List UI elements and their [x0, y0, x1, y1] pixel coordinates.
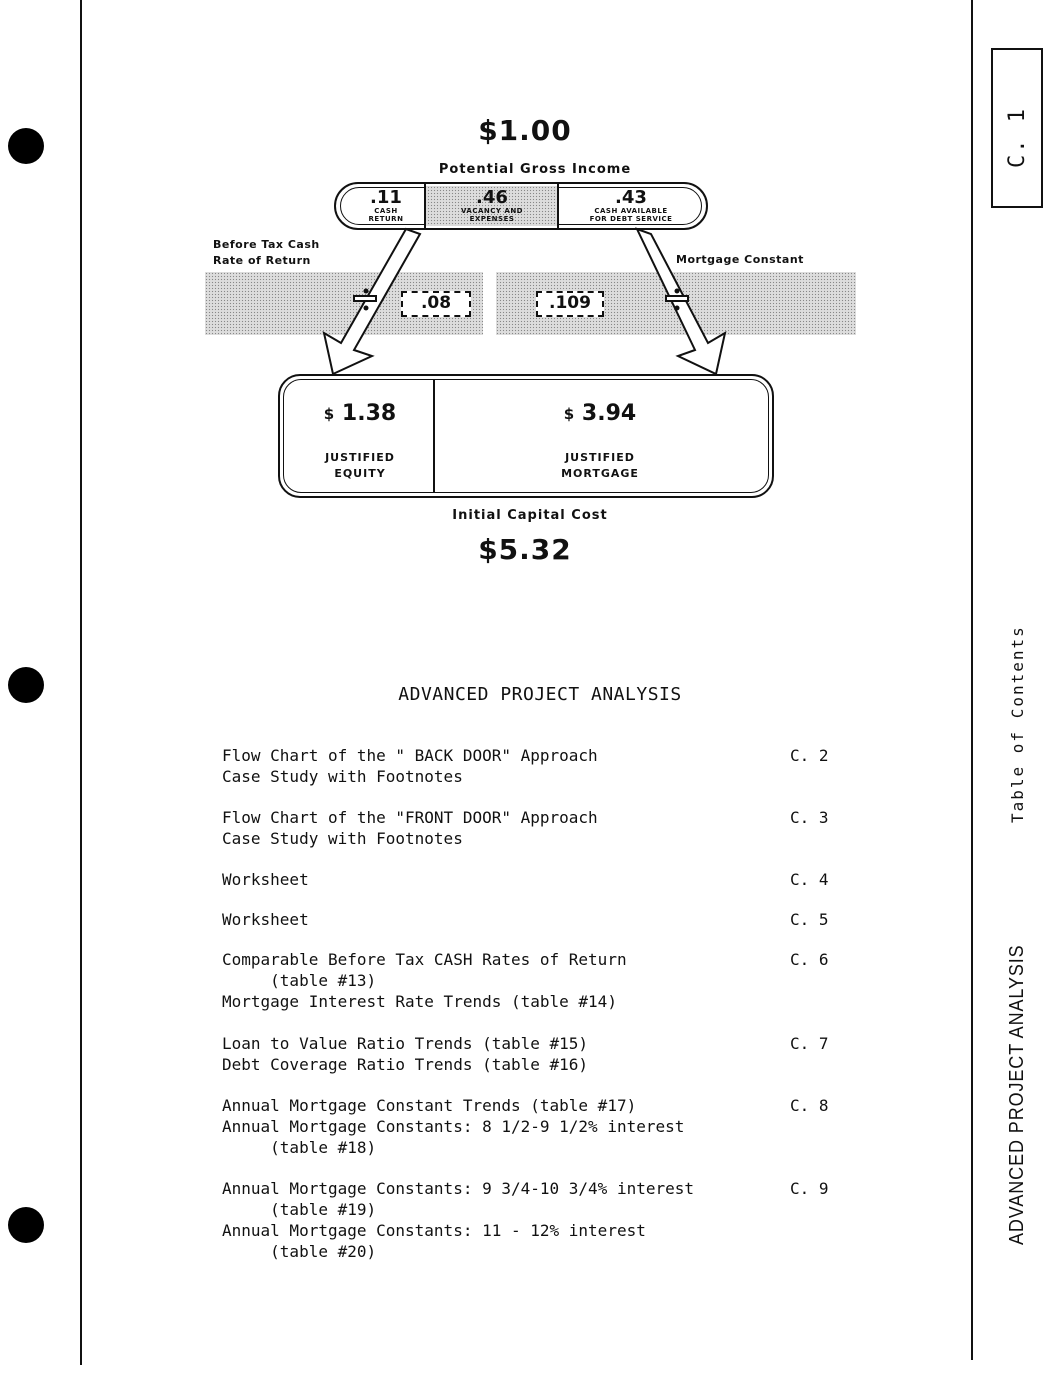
toc-entry-line[interactable]: Annual Mortgage Constants: 8 1/2-9 1/2% interest [222, 1117, 685, 1136]
toc-entry-line[interactable]: Annual Mortgage Constants: 9 3/4-10 3/4% interest [222, 1179, 695, 1198]
right-division-sign-dot-top [675, 289, 680, 294]
toc-entry-line[interactable]: (table #13) [222, 971, 377, 990]
justified-equity-amount: 1.38 [341, 401, 397, 426]
toc-entry-line[interactable]: Flow Chart of the "FRONT DOOR" Approach [222, 808, 598, 827]
side-label-section-title: ADVANCED PROJECT ANALYSIS [1006, 944, 1028, 1245]
toc-entry-line[interactable]: (table #19) [222, 1200, 377, 1219]
cash-return-value: .11 [370, 187, 402, 208]
toc-page-number[interactable]: C. 7 [790, 1034, 829, 1053]
toc-page-number[interactable]: C. 9 [790, 1179, 829, 1198]
toc-entry-line[interactable]: Worksheet [222, 870, 309, 889]
toc-entry-line[interactable]: (table #20) [222, 1242, 377, 1261]
right-divisor-value: .109 [536, 291, 604, 317]
top-amount: $1.00 [478, 114, 572, 147]
justified-equity-caption-1: JUSTIFIED [325, 451, 395, 464]
equity-dollar-sign: $ [323, 405, 335, 423]
toc-page-number[interactable]: C. 6 [790, 950, 829, 969]
bottom-amount: $5.32 [478, 533, 572, 566]
justified-mortgage-caption-1: JUSTIFIED [565, 451, 635, 464]
vacancy-value: .46 [476, 187, 508, 208]
debt-service-caption-1: CASH AVAILABLE [594, 207, 668, 215]
left-division-sign-dot-top [364, 289, 369, 294]
toc-page-number[interactable]: C. 4 [790, 870, 829, 889]
toc-entry-line[interactable]: Mortgage Interest Rate Trends (table #14) [222, 992, 617, 1011]
justified-mortgage-amount: 3.94 [581, 401, 637, 426]
toc-entry-line[interactable]: Loan to Value Ratio Trends (table #15) [222, 1034, 589, 1053]
toc-heading: ADVANCED PROJECT ANALYSIS [398, 684, 682, 705]
toc-entry-line[interactable]: Debt Coverage Ratio Trends (table #16) [222, 1055, 589, 1074]
toc-entry-line[interactable]: Comparable Before Tax CASH Rates of Return [222, 950, 627, 969]
left-divisor-value: .08 [401, 291, 471, 317]
toc-page-number[interactable]: C. 8 [790, 1096, 829, 1115]
justified-equity-caption-2: EQUITY [334, 467, 386, 480]
left-division-sign-dot-bottom [364, 306, 369, 311]
toc-entry-line[interactable]: Annual Mortgage Constants: 11 - 12% interest [222, 1221, 646, 1240]
justified-equity-cell [290, 400, 430, 482]
mortgage-dollar-sign: $ [563, 405, 575, 423]
toc-page-number[interactable]: C. 2 [790, 746, 829, 765]
toc-entry-line[interactable]: Case Study with Footnotes [222, 829, 463, 848]
potential-gross-income-label: Potential Gross Income [438, 162, 632, 177]
section-tab-label: C. 1 [1005, 107, 1030, 168]
vacancy-caption-2: EXPENSES [469, 215, 515, 223]
right-arrow [637, 229, 725, 374]
side-label-table-of-contents: Table of Contents [1008, 625, 1027, 823]
right-division-sign-bar [666, 296, 688, 301]
right-division-sign-dot-bottom [675, 306, 680, 311]
toc-entry-line[interactable]: (table #18) [222, 1138, 377, 1157]
toc-page-number[interactable]: C. 5 [790, 910, 829, 929]
toc-entry-line[interactable]: Annual Mortgage Constant Trends (table #17) [222, 1096, 637, 1115]
initial-capital-cost-label: Initial Capital Cost [452, 508, 608, 523]
debt-service-caption-2: FOR DEBT SERVICE [589, 215, 673, 223]
justified-mortgage-cell [437, 400, 763, 482]
debt-service-value: .43 [615, 187, 647, 208]
mortgage-constant-label: Mortgage Constant [676, 253, 804, 266]
before-tax-cash-rate-label: Before Tax Cash Rate of Return [213, 238, 320, 267]
toc-entry-line[interactable]: Case Study with Footnotes [222, 767, 463, 786]
toc-page-number[interactable]: C. 3 [790, 808, 829, 827]
capital-cost-divider [433, 379, 435, 493]
cash-return-caption-1: CASH [374, 207, 398, 215]
toc-entry-line[interactable]: Flow Chart of the " BACK DOOR" Approach [222, 746, 598, 765]
toc-entry-line[interactable]: Worksheet [222, 910, 309, 929]
left-division-sign-bar [354, 296, 376, 301]
justified-mortgage-caption-2: MORTGAGE [561, 467, 639, 480]
vacancy-caption-1: VACANCY AND [460, 207, 523, 215]
cash-return-caption-2: RETURN [368, 215, 404, 223]
